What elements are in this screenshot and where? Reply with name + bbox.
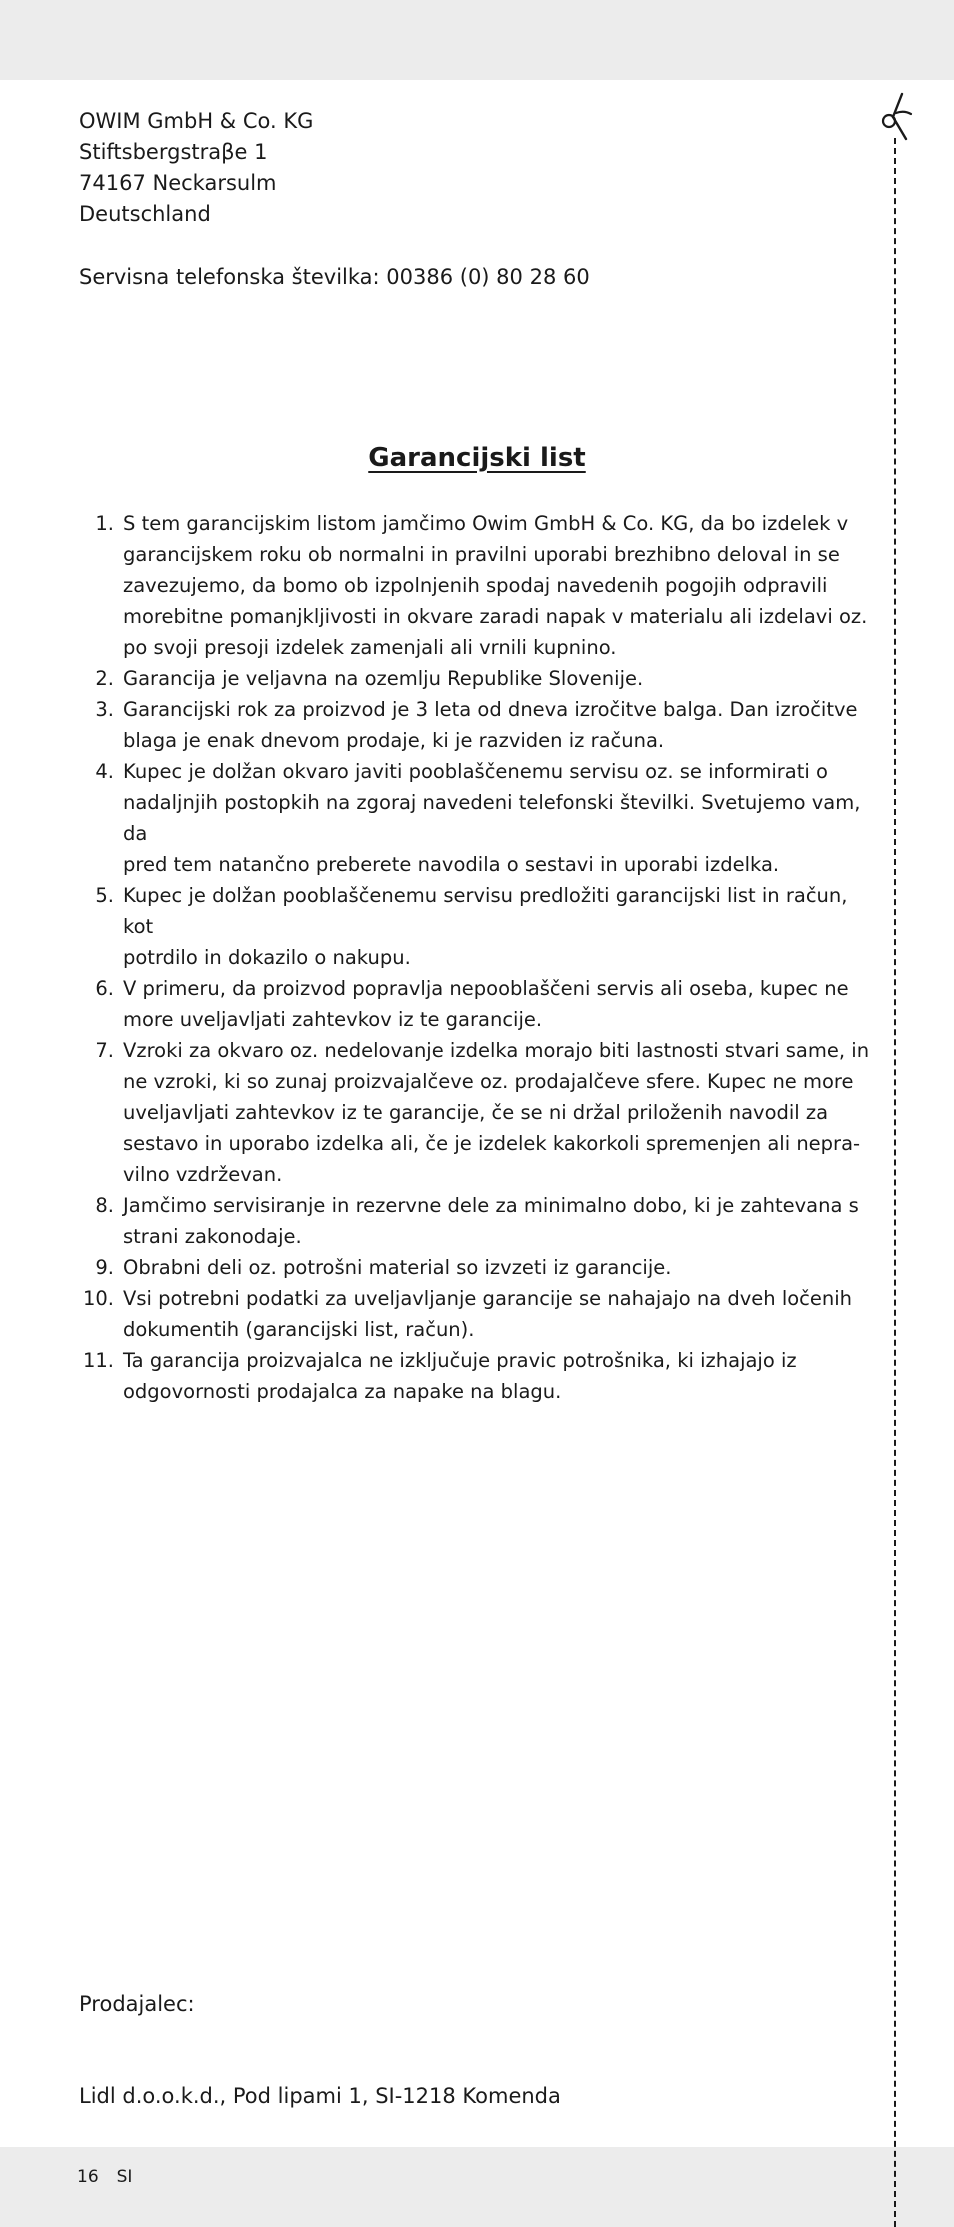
list-item-line: Kupec je dolžan okvaro javiti pooblaščenemu servisu oz. se informirati o	[123, 760, 828, 783]
list-item-line: Garancija je veljavna na ozemlju Republike Slovenije.	[123, 667, 644, 690]
scissors-icon	[880, 92, 914, 142]
list-item-line: vilno vzdrževan.	[123, 1163, 283, 1186]
language-code: SI	[116, 2167, 133, 2187]
list-item	[70, 694, 870, 756]
list-item	[70, 973, 870, 1035]
list-item-line: sestavo in uporabo izdelka ali, če je izdelek kakorkoli spremenjen ali nepra-	[123, 1132, 861, 1155]
list-item	[70, 1035, 870, 1190]
service-phone: Servisna telefonska številka: 00386 (0) 80 28 60	[79, 265, 590, 289]
list-item-number: 3.	[95, 698, 114, 721]
list-item-line: uveljavljati zahtevkov iz te garancije, če se ni držal priloženih navodil za	[123, 1101, 829, 1124]
warranty-terms-list	[70, 508, 870, 1407]
list-item	[70, 1190, 870, 1252]
page-footer	[77, 2165, 132, 2189]
list-item-line: strani zakonodaje.	[123, 1225, 302, 1248]
address-company: OWIM GmbH & Co. KG	[79, 109, 314, 133]
list-item-line: Ta garancija proizvajalca ne izključuje pravic potrošnika, ki izhajajo iz	[123, 1349, 797, 1372]
list-item-number: 5.	[95, 884, 114, 907]
seller-label: Prodajalec:	[79, 1992, 195, 2016]
list-item-line: Kupec je dolžan pooblaščenemu servisu predložiti garancijski list in račun, kot	[123, 884, 848, 938]
list-item	[70, 1252, 870, 1283]
header-band	[0, 0, 954, 80]
company-address	[79, 106, 313, 230]
list-item-number: 4.	[95, 760, 114, 783]
list-item-line: potrdilo in dokazilo o nakupu.	[123, 946, 411, 969]
list-item	[70, 1283, 870, 1345]
list-item-line: zavezujemo, da bomo ob izpolnjenih spodaj navedenih pogojih odpravili	[123, 574, 828, 597]
list-item-number: 8.	[95, 1194, 114, 1217]
list-item-line: garancijskem roku ob normalni in pravilni uporabi brezhibno deloval in se	[123, 543, 840, 566]
list-item-line: Vzroki za okvaro oz. nedelovanje izdelka morajo biti lastnosti stvari same, in	[123, 1039, 870, 1062]
list-item-line: blaga je enak dnevom prodaje, ki je razviden iz računa.	[123, 729, 665, 752]
list-item-line: Jamčimo servisiranje in rezervne dele za minimalno dobo, ki je zahtevana s	[123, 1194, 859, 1217]
list-item	[70, 508, 870, 663]
list-item	[70, 756, 870, 880]
list-item-line: po svoji presoji izdelek zamenjali ali vrnili kupnino.	[123, 636, 617, 659]
list-item-number: 10.	[82, 1287, 114, 1310]
list-item-number: 1.	[95, 512, 114, 535]
list-item-line: Garancijski rok za proizvod je 3 leta od dneva izročitve balga. Dan izročitve	[123, 698, 858, 721]
list-item-number: 6.	[95, 977, 114, 1000]
list-item-line: Obrabni deli oz. potrošni material so izvzeti iz garancije.	[123, 1256, 672, 1279]
list-item	[70, 880, 870, 973]
list-item-number: 11.	[82, 1349, 114, 1372]
address-country: Deutschland	[79, 202, 211, 226]
list-item-line: dokumentih (garancijski list, račun).	[123, 1318, 475, 1341]
list-item-number: 2.	[95, 667, 114, 690]
list-item-line: morebitne pomanjkljivosti in okvare zaradi napak v materialu ali izdelavi oz.	[123, 605, 868, 628]
list-item-line: S tem garancijskim listom jamčimo Owim GmbH & Co. KG, da bo izdelek v	[123, 512, 849, 535]
address-street: Stiftsbergstraβe 1	[79, 140, 268, 164]
list-item-number: 7.	[95, 1039, 114, 1062]
list-item-line: nadaljnjih postopkih na zgoraj navedeni telefonski številki. Svetujemo vam, da	[123, 791, 861, 845]
list-item-line: more uveljavljati zahtevkov iz te garancije.	[123, 1008, 543, 1031]
list-item-line: ne vzroki, ki so zunaj proizvajalčeve oz. prodajalčeve sfere. Kupec ne more	[123, 1070, 854, 1093]
document-title: Garancijski list	[368, 443, 586, 473]
list-item-line: odgovornosti prodajalca za napake na blagu.	[123, 1380, 562, 1403]
address-city: 74167 Neckarsulm	[79, 171, 277, 195]
page-number: 16	[77, 2167, 99, 2187]
list-item	[70, 663, 870, 694]
seller-name: Lidl d.o.o.k.d., Pod lipami 1, SI-1218 Komenda	[79, 2084, 561, 2108]
list-item	[70, 1345, 870, 1407]
footer-band	[0, 2147, 954, 2227]
list-item-number: 9.	[95, 1256, 114, 1279]
list-item-line: V primeru, da proizvod popravlja nepooblaščeni servis ali oseba, kupec ne	[123, 977, 849, 1000]
list-item-line: Vsi potrebni podatki za uveljavljanje garancije se nahajajo na dveh ločenih	[123, 1287, 853, 1310]
list-item-line: pred tem natančno preberete navodila o sestavi in uporabi izdelka.	[123, 853, 780, 876]
